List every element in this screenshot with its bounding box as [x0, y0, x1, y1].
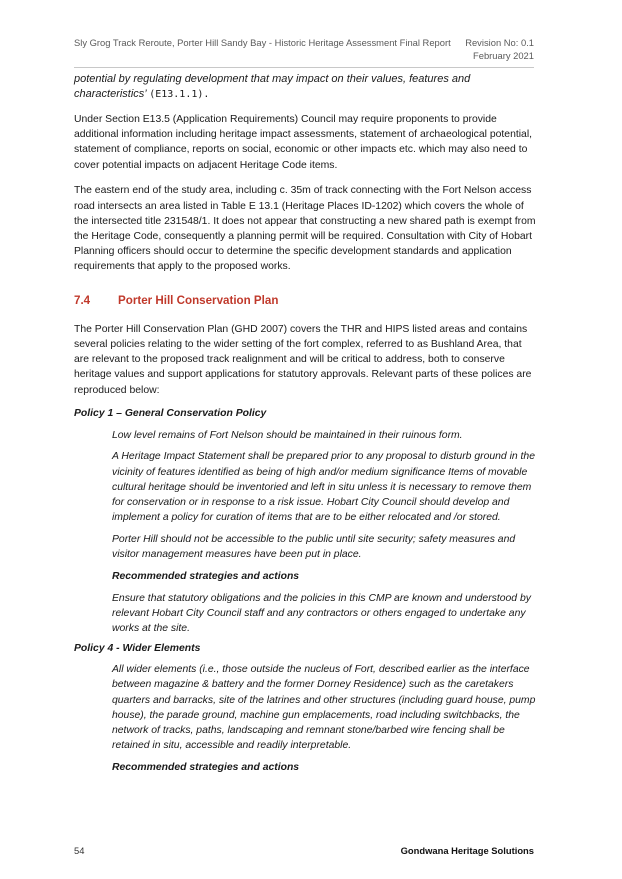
policy-1-title: Policy 1 – General Conservation Policy	[74, 408, 267, 420]
paragraph-eastern-end: The eastern end of the study area, including c. 35m of track connecting with the Fort Nelson access road intersects an area listed in Table E 13.1 (Heritage Places ID-1202) which covers the whole of the intersected title 231548/1. It does not appear that constructing a new shared path is exempt from the Heritage Code, consequently a planning permit will be required. Consultation with City of Hobart Planning officers should occur to determine the specific development standards and application requirements that apply to the proposed works.	[74, 185, 536, 273]
quote-continuation	[74, 72, 536, 102]
revision-number: Revision No: 0.1	[465, 37, 534, 48]
section-heading	[74, 293, 536, 308]
policy-4-paragraph: All wider elements (i.e., those outside the nucleus of Fort, described earlier as the interface between magazine & battery and the former Dorney Residence) such as the caretakers quarters and barracks, site of the latrines and other structures (including guard house, pump house), the parade ground, machine gun emplacements, road including switchbacks, the network of tracks, paths, landscaping and remnant stone/barbed wire fencing shall be retained in situ, accessible and readily interpretable.	[112, 664, 536, 752]
policy-1-paragraph: A Heritage Impact Statement shall be prepared prior to any proposal to disturb ground in the vicinity of features identified as being of high and/or medium significance Items of movable cultural heritage should be inventoried and left in situ unless it is necessary to remove them for conservation or in response to a risk issue. Hobart City Council should develop and implement a policy for curation of items that are to be either relocated and /or stored.	[112, 451, 535, 524]
policy-4-title: Policy 4 - Wider Elements	[74, 643, 201, 655]
policy-4-subheading: Recommended strategies and actions	[112, 762, 300, 774]
section-number: 7.4	[74, 293, 91, 307]
paragraph-conservation-plan: The Porter Hill Conservation Plan (GHD 2007) covers the THR and HIPS listed areas and contains several policies relating to the wider setting of the fort complex, referred to as Bushland Area, that are relevant to the proposed track realignment and will be critical to address, both to conserve heritage values and support applications for statutory approvals. Relevant parts of these polices are reproduced below:	[74, 323, 532, 396]
page-body	[74, 72, 536, 782]
report-title: Sly Grog Track Reroute, Porter Hill Sandy Bay - Historic Heritage Assessment Final Report	[74, 37, 451, 48]
page-number: 54	[74, 845, 85, 856]
paragraph-application-requirements: Under Section E13.5 (Application Requirements) Council may require proponents to provide additional information including heritage impact assessments, statement of archaeological potential, statement of compliance, reports on social, economic or other impacts etc. which may also need to cover potential impacts on adjacent Heritage Code items.	[74, 114, 533, 171]
policy-4-body	[112, 662, 536, 775]
company-name: Gondwana Heritage Solutions	[400, 845, 534, 856]
revision-info	[465, 36, 534, 62]
quote-text: potential by regulating development that may impact on their values, features and characteristics’	[74, 73, 471, 100]
policy-1-paragraph: Porter Hill should not be accessible to the public until site security; safety measures and visitor management measures have been put in place.	[112, 534, 516, 561]
policy-1-paragraph: Low level remains of Fort Nelson should be maintained in their ruinous form.	[112, 429, 463, 441]
policy-1-body	[112, 428, 536, 637]
section-title: Porter Hill Conservation Plan	[118, 293, 279, 307]
header-divider	[74, 67, 534, 68]
policy-1-subheading: Recommended strategies and actions	[112, 571, 300, 583]
report-date: February 2021	[473, 50, 534, 61]
quote-reference: (E13.1.1).	[149, 89, 210, 100]
policy-1-paragraph: Ensure that statutory obligations and the policies in this CMP are known and understood by relevant Hobart City Council staff and any contractors or others engaged to undertake any works at the site.	[112, 592, 531, 635]
